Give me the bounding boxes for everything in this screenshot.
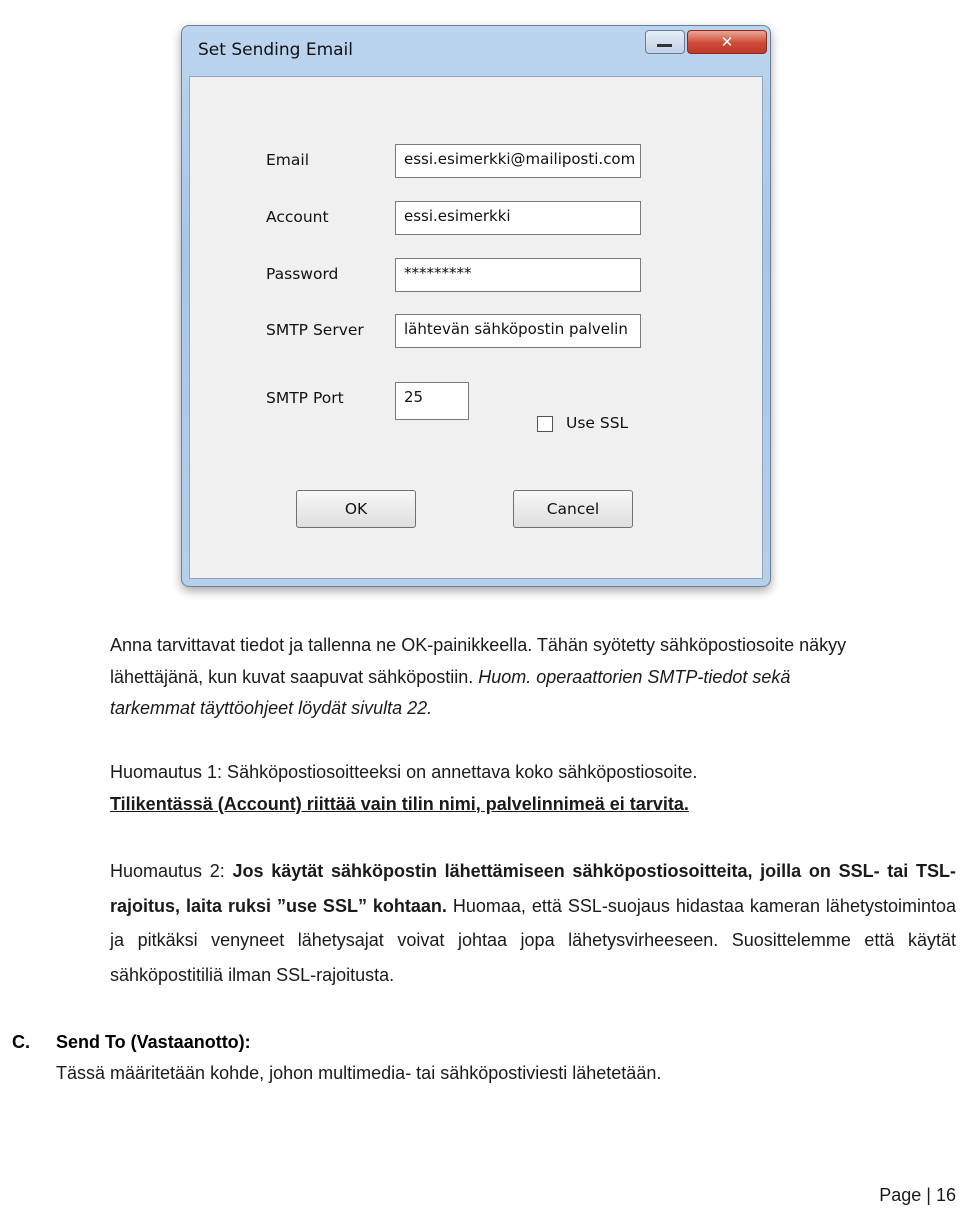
dialog-titlebar[interactable] xyxy=(182,26,770,76)
minimize-icon xyxy=(657,44,672,47)
smtp-port-label: SMTP Port xyxy=(266,389,344,407)
account-field[interactable]: essi.esimerkki xyxy=(395,201,641,235)
email-label: Email xyxy=(266,151,310,169)
section-text: Tässä määritetään kohde, johon multimedia- tai sähköpostiviesti lähetetään. xyxy=(56,1063,662,1083)
dialog-title: Set Sending Email xyxy=(198,40,353,60)
note-2-paragraph xyxy=(110,854,956,992)
ok-button[interactable]: OK xyxy=(296,490,416,528)
note-1-paragraph xyxy=(110,757,870,820)
smtp-server-label: SMTP Server xyxy=(266,321,364,339)
note-2-prefix: Huomautus 2: xyxy=(110,861,233,881)
intro-text: Anna tarvittavat tiedot ja tallenna ne OK-painikkeella. Tähän syötetty sähköpostiosoite näkyy lähettäjänä, kun kuvat saapuvat sähköpostiin. xyxy=(110,635,847,687)
section-title: Send To (Vastaanotto): xyxy=(56,1032,251,1052)
note-2-bold: Jos käytät sähköpostin lähettämiseen sähköpostiosoitteita, joilla on SSL- tai TSL-rajoitus, laita ruksi ”use SSL” kohtaan. xyxy=(110,861,956,916)
section-letter: C. xyxy=(12,1032,30,1052)
smtp-server-field[interactable]: lähtevän sähköpostin palvelin xyxy=(395,314,641,348)
note-1-underlined: Tilikentässä (Account) riittää vain tilin nimi, palvelinnimeä ei tarvita. xyxy=(110,793,689,814)
account-label: Account xyxy=(266,208,329,226)
minimize-button[interactable] xyxy=(645,30,685,54)
email-field[interactable]: essi.esimerkki@mailiposti.com xyxy=(395,144,641,178)
cancel-button[interactable]: Cancel xyxy=(513,490,633,528)
close-button[interactable] xyxy=(687,30,767,54)
set-sending-email-dialog xyxy=(181,25,771,587)
password-field[interactable]: ********* xyxy=(395,258,641,292)
use-ssl-label[interactable]: Use SSL xyxy=(566,414,629,432)
intro-paragraph xyxy=(110,630,870,725)
dialog-body xyxy=(189,76,763,579)
page-number: Page | 16 xyxy=(879,1185,956,1205)
note-1-intro: Huomautus 1: Sähköpostiosoitteeksi on annettava koko sähköpostiosoite. xyxy=(110,762,698,782)
password-label: Password xyxy=(266,265,339,283)
note-2-rest: Huomaa, että SSL-suojaus hidastaa kameran lähetystoimintoa ja pitkäksi venyneet lähetysajat voivat johtaa jopa lähetysvirheeseen. Suosittelemme että käytät sähköpostitiliä ilman SSL-rajoitusta. xyxy=(110,895,956,985)
smtp-port-field[interactable]: 25 xyxy=(395,382,469,420)
close-icon: ✕ xyxy=(720,33,734,51)
use-ssl-checkbox[interactable] xyxy=(537,416,553,432)
intro-note: Huom. operaattorien SMTP-tiedot sekä tarkemmat täyttöohjeet löydät sivulta 22. xyxy=(110,666,791,718)
